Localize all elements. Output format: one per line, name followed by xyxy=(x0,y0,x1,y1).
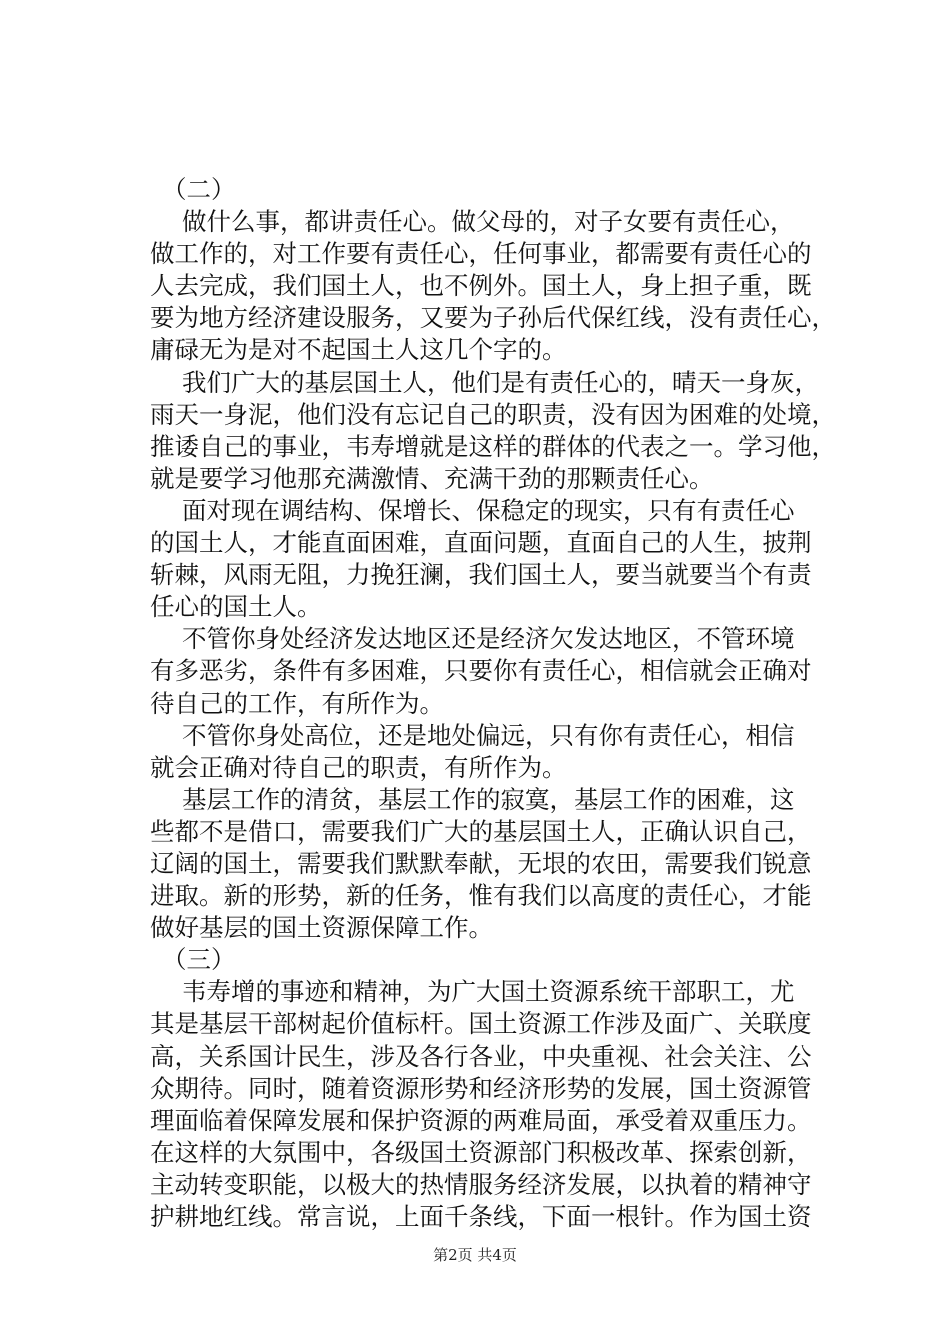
text-line: 要为地方经济建设服务，又要为子孙后代保红线，没有责任心， xyxy=(150,303,836,333)
text-line: 些都不是借口，需要我们广大的基层国土人，正确认识自己， xyxy=(150,816,812,846)
text-line: 人去完成，我们国土人，也不例外。国土人，身上担子重，既 xyxy=(150,271,812,301)
text-line: 有多恶劣，条件有多困难，只要你有责任心，相信就会正确对 xyxy=(150,656,812,686)
text-line: 推诿自己的事业，韦寿增就是这样的群体的代表之一。学习他， xyxy=(150,431,836,461)
text-line: 辽阔的国土，需要我们默默奉献，无垠的农田，需要我们锐意 xyxy=(150,848,812,878)
section-heading: （三） xyxy=(162,945,236,975)
text-line: 进取。新的形势，新的任务，惟有我们以高度的责任心，才能 xyxy=(150,881,812,911)
text-line: 众期待。同时，随着资源形势和经济形势的发展，国土资源管 xyxy=(150,1073,812,1103)
text-line: 做什么事，都讲责任心。做父母的，对子女要有责任心， xyxy=(182,207,795,237)
text-line: 做好基层的国土资源保障工作。 xyxy=(150,913,493,943)
text-line: 就会正确对待自己的职责，有所作为。 xyxy=(150,752,567,782)
text-line: 斩棘，风雨无阻，力挽狂澜，我们国土人，要当就要当个有责 xyxy=(150,560,812,590)
text-line: 不管你身处经济发达地区还是经济欠发达地区，不管环境 xyxy=(182,624,795,654)
text-line: 任心的国土人。 xyxy=(150,592,322,622)
text-line: 不管你身处高位，还是地处偏远，只有你有责任心，相信 xyxy=(182,720,795,750)
text-line: 的国土人，才能直面困难，直面问题，直面自己的人生，披荆 xyxy=(150,528,812,558)
text-line: 就是要学习他那充满激情、充满干劲的那颗责任心。 xyxy=(150,463,714,493)
text-line: 在这样的大氛围中，各级国土资源部门积极改革、探索创新， xyxy=(150,1137,812,1167)
text-line: 我们广大的基层国土人，他们是有责任心的，晴天一身灰， xyxy=(182,367,819,397)
text-line: 其是基层干部树起价值标杆。国土资源工作涉及面广、关联度 xyxy=(150,1009,812,1039)
text-line: 理面临着保障发展和保护资源的两难局面，承受着双重压力。 xyxy=(150,1105,812,1135)
text-line: 待自己的工作，有所作为。 xyxy=(150,688,444,718)
text-line: 基层工作的清贫，基层工作的寂寞，基层工作的困难，这 xyxy=(182,784,795,814)
document-body xyxy=(150,174,840,1233)
text-line: 庸碌无为是对不起国土人这几个字的。 xyxy=(150,335,567,365)
text-line: 主动转变职能，以极大的热情服务经济发展，以执着的精神守 xyxy=(150,1169,812,1199)
text-line: 高，关系国计民生，涉及各行各业，中央重视、社会关注、公 xyxy=(150,1041,812,1071)
text-line: 面对现在调结构、保增长、保稳定的现实，只有有责任心 xyxy=(182,495,795,525)
section-heading: （二） xyxy=(162,175,236,204)
text-line: 做工作的，对工作要有责任心，任何事业，都需要有责任心的 xyxy=(150,239,812,269)
text-line: 韦寿增的事迹和精神，为广大国土资源系统干部职工，尤 xyxy=(182,977,795,1007)
page-footer: 第2页 共4页 xyxy=(433,1246,517,1264)
text-line: 雨天一身泥，他们没有忘记自己的职责，没有因为困难的处境， xyxy=(150,399,836,429)
text-line: 护耕地红线。常言说，上面千条线，下面一根针。作为国土资 xyxy=(150,1202,812,1231)
